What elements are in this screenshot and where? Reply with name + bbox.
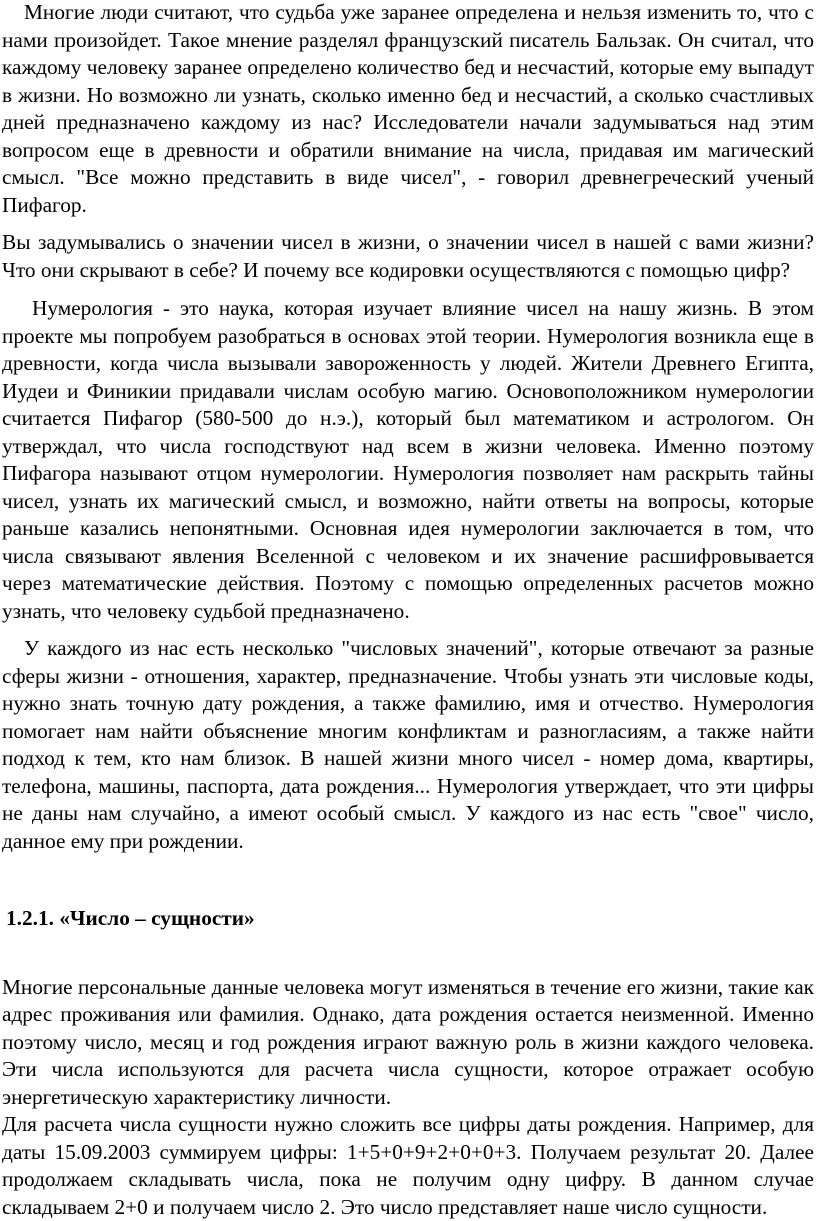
essence-number-paragraph: Многие персональные данные человека могут изменяться в течение его жизни, такие как адрес проживания или фамилия. Однако, дата рождения остается неизменной. Именно поэтому число, месяц и год рождения играют важную роль в жизни каждого человека. Эти числа используются для расчета числа сущности, которое отражает особую энергетическую характеристику личности. [2,974,814,1109]
calculation-paragraph: Для расчета числа сущности нужно сложить все цифры даты рождения. Например, для даты 15.09.2003 суммируем цифры: 1+5+0+9+2+0+0+3. Получаем результат 20. Далее продолжаем складывать числа, пока не получим одну цифру. В данном случае складываем 2+0 и получаем число 2. Это число представляет наше число сущности. [2,1112,814,1219]
numerology-definition-paragraph: Нумерология - это наука, которая изучает влияние чисел на нашу жизнь. В этом проекте мы попробуем разобраться в основах этой теории. Нумерология возникла еще в древности, когда числа вызывали завороженность у людей. Жители Древнего Египта, Иудеи и Финикии придавали числам особую магию. Основоположником нумерологии считается Пифагор (580-500 до н.э.), который был математиком и астрологом. Он утверждал, что числа господствуют над всем в жизни человека. Именно поэтому Пифагора называют отцом нумерологии. Нумерология позволяет нам раскрыть тайны чисел, узнать их магический смысл, и возможно, найти ответы на вопросы, которые раньше казались непонятными. Основная идея нумерологии заключается в том, что числа связывают явления Вселенной с человеком и их значение расшифровывается через математические действия. Поэтому с помощью определенных расчетов можно узнать, что человеку судьбой предназначено. [2,296,814,623]
question-paragraph: Вы задумывались о значении чисел в жизни, о значении чисел в нашей с вами жизни? Что они скрывают в себе? И почему все кодировки осуществляются с помощью цифр? [2,230,814,282]
numeric-values-paragraph: У каждого из нас есть несколько "числовых значений", которые отвечают за разные сферы жизни - отношения, характер, предназначение. Чтобы узнать эти числовые коды, нужно знать точную дату рождения, а также фамилию, имя и отчество. Нумерология помогает нам найти объяснение многим конфликтам и разногласиям, а также найти подход к тем, кто нам близок. В нашей жизни много чисел - номер дома, квартиры, телефона, машины, паспорта, дата рождения... Нумерология утверждает, что эти цифры не даны нам случайно, а имеют особый смысл. У каждого из нас есть "свое" число, данное ему при рождении. [2,636,814,853]
intro-paragraph: Многие люди считают, что судьба уже заранее определена и нельзя изменить то, что с нами произойдет. Такое мнение разделял французский писатель Бальзак. Он считал, что каждому человеку заранее определено количество бед и несчастий, которые ему выпадут в жизни. Но возможно ли узнать, сколько именно бед и несчастий, а сколько счастливых дней предназначено каждому из нас? Исследователи начали задумываться над этим вопросом еще в древности и обратили внимание на числа, придавая им магический смысл. "Все можно представить в виде чисел", - говорил древнегреческий ученый Пифагор. [2,0,814,217]
section-heading: 1.2.1. «Число – сущности» [6,906,255,930]
